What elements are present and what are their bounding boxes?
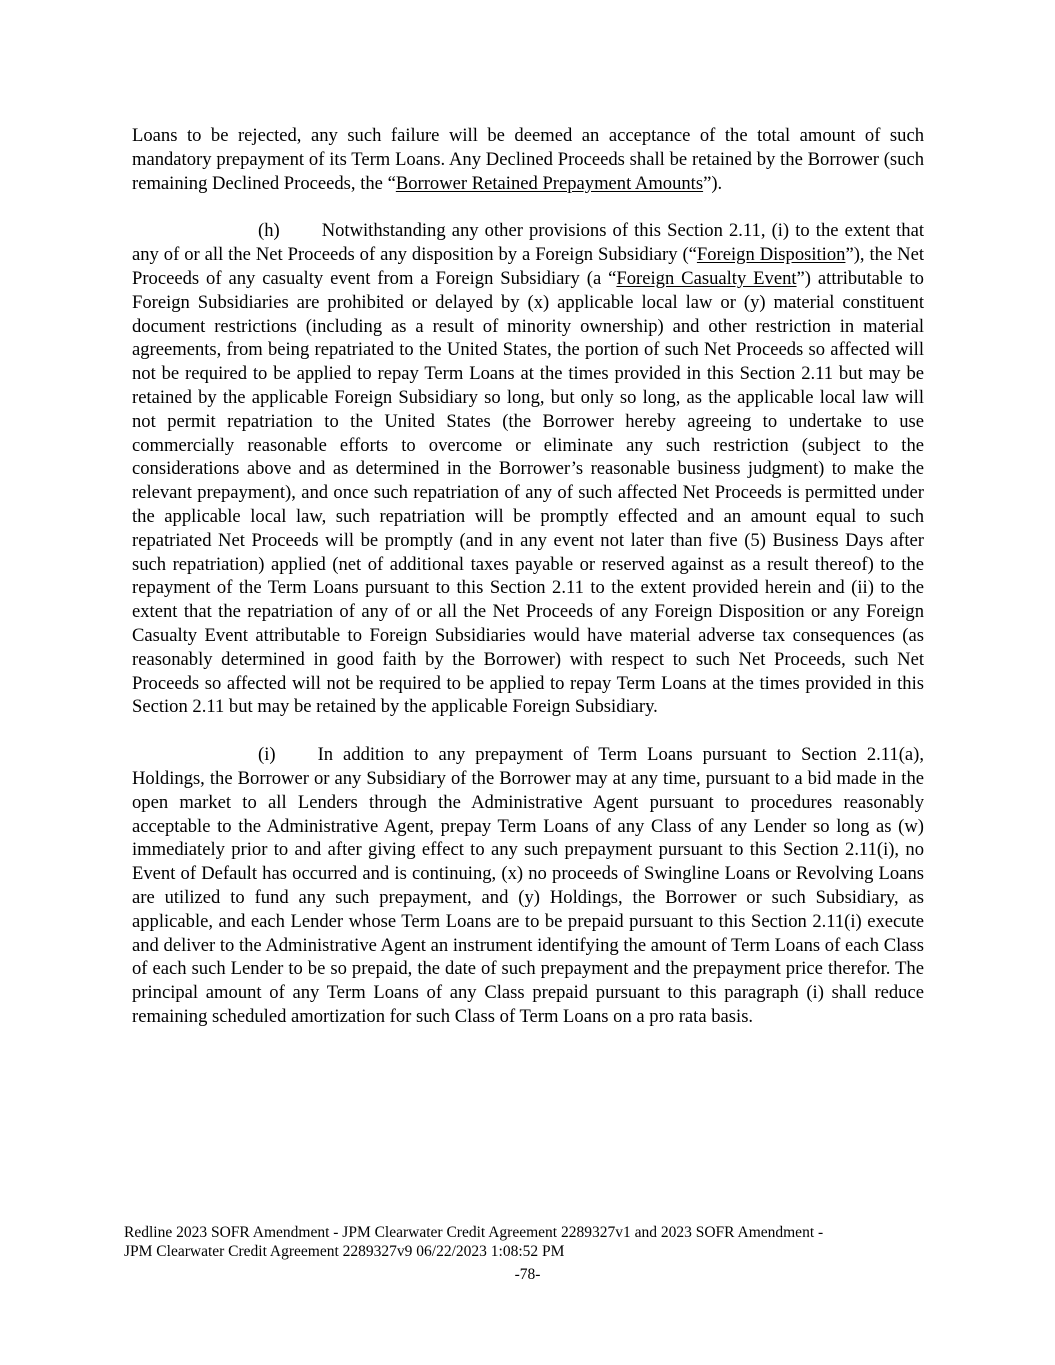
- paragraph-text: ”) attributable to Foreign Subsidiaries are prohibited or delayed by (x) applicable local law or (y) material constituent document restrictions (including as a result of minority ownership) and other restriction in material agreements, from being repatriated to the United States, the portion of such Net Proceeds so affected will not be required to be applied to repay Term Loans at the times provided in this Section 2.11 but may be retained by the applicable Foreign Subsidiary so long, but only so long, as the applicable local law will not permit repatriation to the United States (the Borrower hereby agreeing to undertake to use commercially reasonable efforts to overcome or eliminate any such restriction (subject to the considerations above and as determined in the Borrower’s reasonable business judgment) to make the relevant prepayment), and once such repatriation of any of such affected Net Proceeds is permitted under the applicable local law, such repatriation will be promptly effected and an amount equal to such repatriated Net Proceeds will be promptly (and in any event not later than five (5) Business Days after such repatriation) applied (net of additional taxes payable or reserved against as a result thereof) to the repayment of the Term Loans pursuant to this Section 2.11 to the extent provided herein and (ii) to the extent that the repatriation of any of or all the Net Proceeds of any Foreign Disposition or any Foreign Casualty Event attributable to Foreign Subsidiaries would have material adverse tax consequences (as reasonably determined in good faith by the Borrower) with respect to such Net Proceeds, such Net Proceeds so affected will not be required to be applied to repay Term Loans at the times provided in this Section 2.11 but may be retained by the applicable Foreign Subsidiary.: [132, 267, 924, 718]
- paragraph-text: ”).: [703, 172, 723, 194]
- footer-line-2: JPM Clearwater Credit Agreement 2289327v9 06/22/2023 1:08:52 PM: [124, 1242, 565, 1260]
- document-body: [132, 124, 924, 1053]
- paragraph-text: Notwithstanding any other provisions of this Section 2.11, (i) to the extent that any of or all the Net Proceeds of any disposition by a Foreign Subsidiary (“: [132, 220, 924, 266]
- defined-term-foreign-disposition: Foreign Disposition: [696, 244, 846, 266]
- paragraph-text: In addition to any prepayment of Term Loans pursuant to Section 2.11(a), Holdings, the Borrower or any Subsidiary of the Borrower may at any time, pursuant to a bid made in the open market to all Lenders through the Administrative Agent pursuant to procedures reasonably acceptable to the Administrative Agent, prepay Term Loans of any Class of any Lender so long as (w) immediately prior to and after giving effect to any such prepayment pursuant to this Section 2.11(i), no Event of Default has occurred and is continuing, (x) no proceeds of Swingline Loans or Revolving Loans are utilized to fund any such prepayment, and (y) Holdings, the Borrower or such Subsidiary, as applicable, and each Lender whose Term Loans are to be prepaid pursuant to this Section 2.11(i) execute and deliver to the Administrative Agent an instrument identifying the amount of Term Loans of each Class of each such Lender to be so prepaid, the date of such prepayment and the prepayment price therefor. The principal amount of any Term Loans of any Class prepaid pursuant to this paragraph (i) shall reduce remaining scheduled amortization for such Class of Term Loans on a pro rata basis.: [132, 744, 924, 1027]
- document-footer: [124, 1224, 924, 1261]
- paragraph-label-h: (h): [258, 220, 280, 242]
- paragraph-text: Loans to be rejected, any such failure will be deemed an acceptance of the total amount of such mandatory prepayment of its Term Loans. Any Declined Proceeds shall be retained by the Borrower (such remaining Declined Proceeds, the “: [132, 125, 924, 194]
- footer-line-1: Redline 2023 SOFR Amendment - JPM Clearwater Credit Agreement 2289327v1 and 2023 SOFR Amendment -: [124, 1224, 824, 1241]
- defined-term-foreign-casualty-event: Foreign Casualty Event: [616, 267, 797, 289]
- defined-term-borrower-retained-prepayment-amounts: Borrower Retained Prepayment Amounts: [395, 172, 704, 194]
- paragraph-label-i: (i): [258, 744, 276, 766]
- paragraph-i: [132, 743, 924, 1029]
- paragraph-h: [132, 219, 924, 719]
- paragraph-text: ”), the Net Proceeds of any casualty event from a Foreign Subsidiary (a “: [132, 244, 924, 289]
- page-number: -78-: [514, 1266, 541, 1283]
- paragraph-continuation: [132, 124, 924, 195]
